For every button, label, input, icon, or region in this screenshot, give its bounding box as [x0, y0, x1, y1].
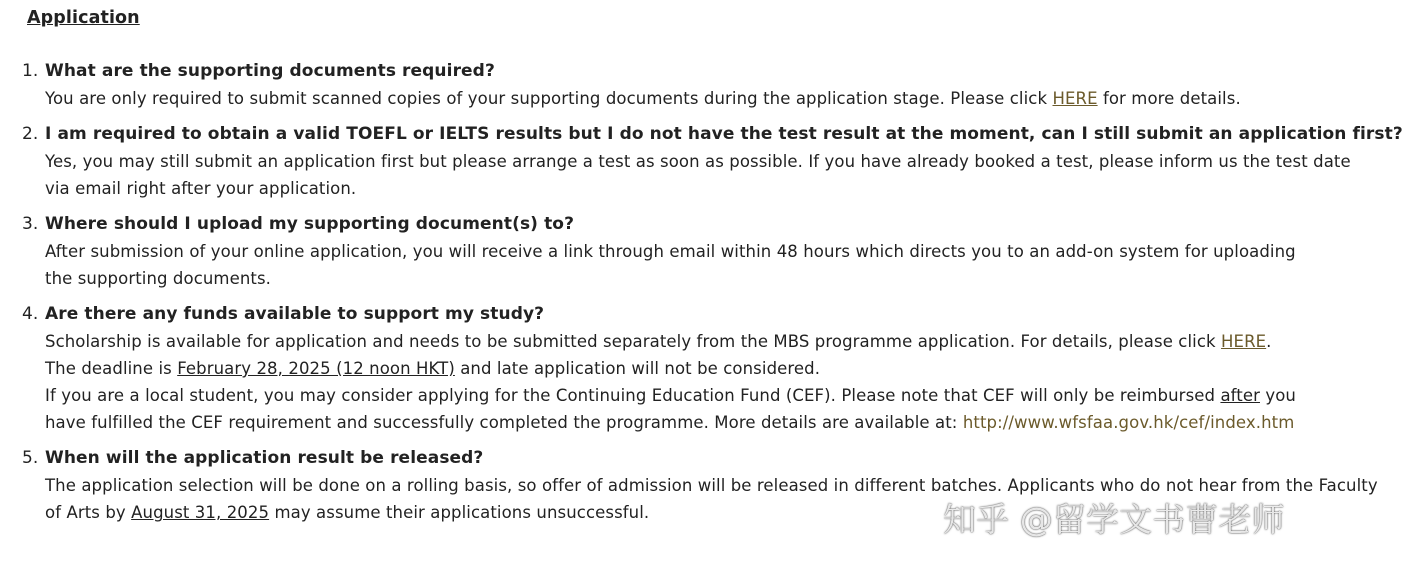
result-date: August 31, 2025 — [131, 503, 270, 522]
faq-answer — [45, 328, 1385, 436]
answer-text: If you are a local student, you may consider applying for the Continuing Education Fund (CEF). Please note that CEF will only be reimbursed — [45, 386, 1221, 405]
faq-number: 5. — [22, 448, 39, 468]
answer-text: may assume their applications unsuccessful. — [269, 503, 650, 522]
answer-text: Scholarship is available for application and needs to be submitted separately from the MBS programme application. For details, please click — [45, 332, 1222, 351]
deadline-paragraph — [45, 355, 1385, 382]
answer-text: and late application will not be considered. — [454, 359, 821, 378]
faq-answer: Yes, you may still submit an application first but please arrange a test as soon as possible. If you have already booked a test, please inform us the test date via email right after your application. — [45, 152, 1351, 198]
faq-answer — [45, 472, 1380, 526]
here-link[interactable]: HERE — [1052, 89, 1098, 108]
faq-question: What are the supporting documents required? — [45, 61, 495, 81]
faq-item-2 — [0, 121, 1407, 202]
answer-text: you have fulfilled the CEF requirement and successfully completed the programme. More details are available at: — [45, 386, 1296, 432]
section-title: Application — [27, 8, 140, 28]
faq-answer: After submission of your online application, you will receive a link through email within 48 hours which directs you to an add-on system for uploading the supporting documents. — [45, 242, 1296, 288]
answer-text: . — [1266, 332, 1272, 351]
after-emphasis: after — [1220, 386, 1260, 405]
faq-item-4 — [0, 301, 1407, 436]
faq-number: 1. — [22, 61, 39, 81]
cef-link[interactable]: http://www.wfsfaa.gov.hk/cef/index.htm — [962, 413, 1295, 432]
here-link[interactable]: HERE — [1221, 332, 1267, 351]
faq-number: 2. — [22, 124, 39, 144]
faq-item-1 — [0, 58, 1407, 112]
faq-number: 4. — [22, 304, 39, 324]
answer-text: The deadline is — [45, 359, 178, 378]
answer-text: for more details. — [1097, 89, 1241, 108]
faq-answer — [45, 85, 1385, 112]
faq-item-3 — [0, 211, 1407, 292]
faq-question: I am required to obtain a valid TOEFL or IELTS results but I do not have the test result at the moment, can I still submit an application first? — [45, 124, 1403, 144]
faq-question: Are there any funds available to support my study? — [45, 304, 545, 324]
deadline-date: February 28, 2025 (12 noon HKT) — [177, 359, 455, 378]
answer-text: You are only required to submit scanned copies of your supporting documents during the application stage. Please click — [45, 89, 1053, 108]
faq-question: Where should I upload my supporting document(s) to? — [45, 214, 575, 234]
answer-text: The application selection will be done on a rolling basis, so offer of admission will be released in different batches. Applicants who do not hear from the Faculty of Arts by — [45, 476, 1378, 522]
faq-question: When will the application result be released? — [45, 448, 484, 468]
faq-number: 3. — [22, 214, 39, 234]
faq-list — [0, 58, 1407, 535]
cef-paragraph — [45, 382, 1310, 436]
faq-item-5 — [0, 445, 1407, 526]
scholarship-paragraph — [45, 328, 1385, 355]
zhihu-watermark: 知乎 @留学文书曹老师 — [943, 500, 1285, 539]
